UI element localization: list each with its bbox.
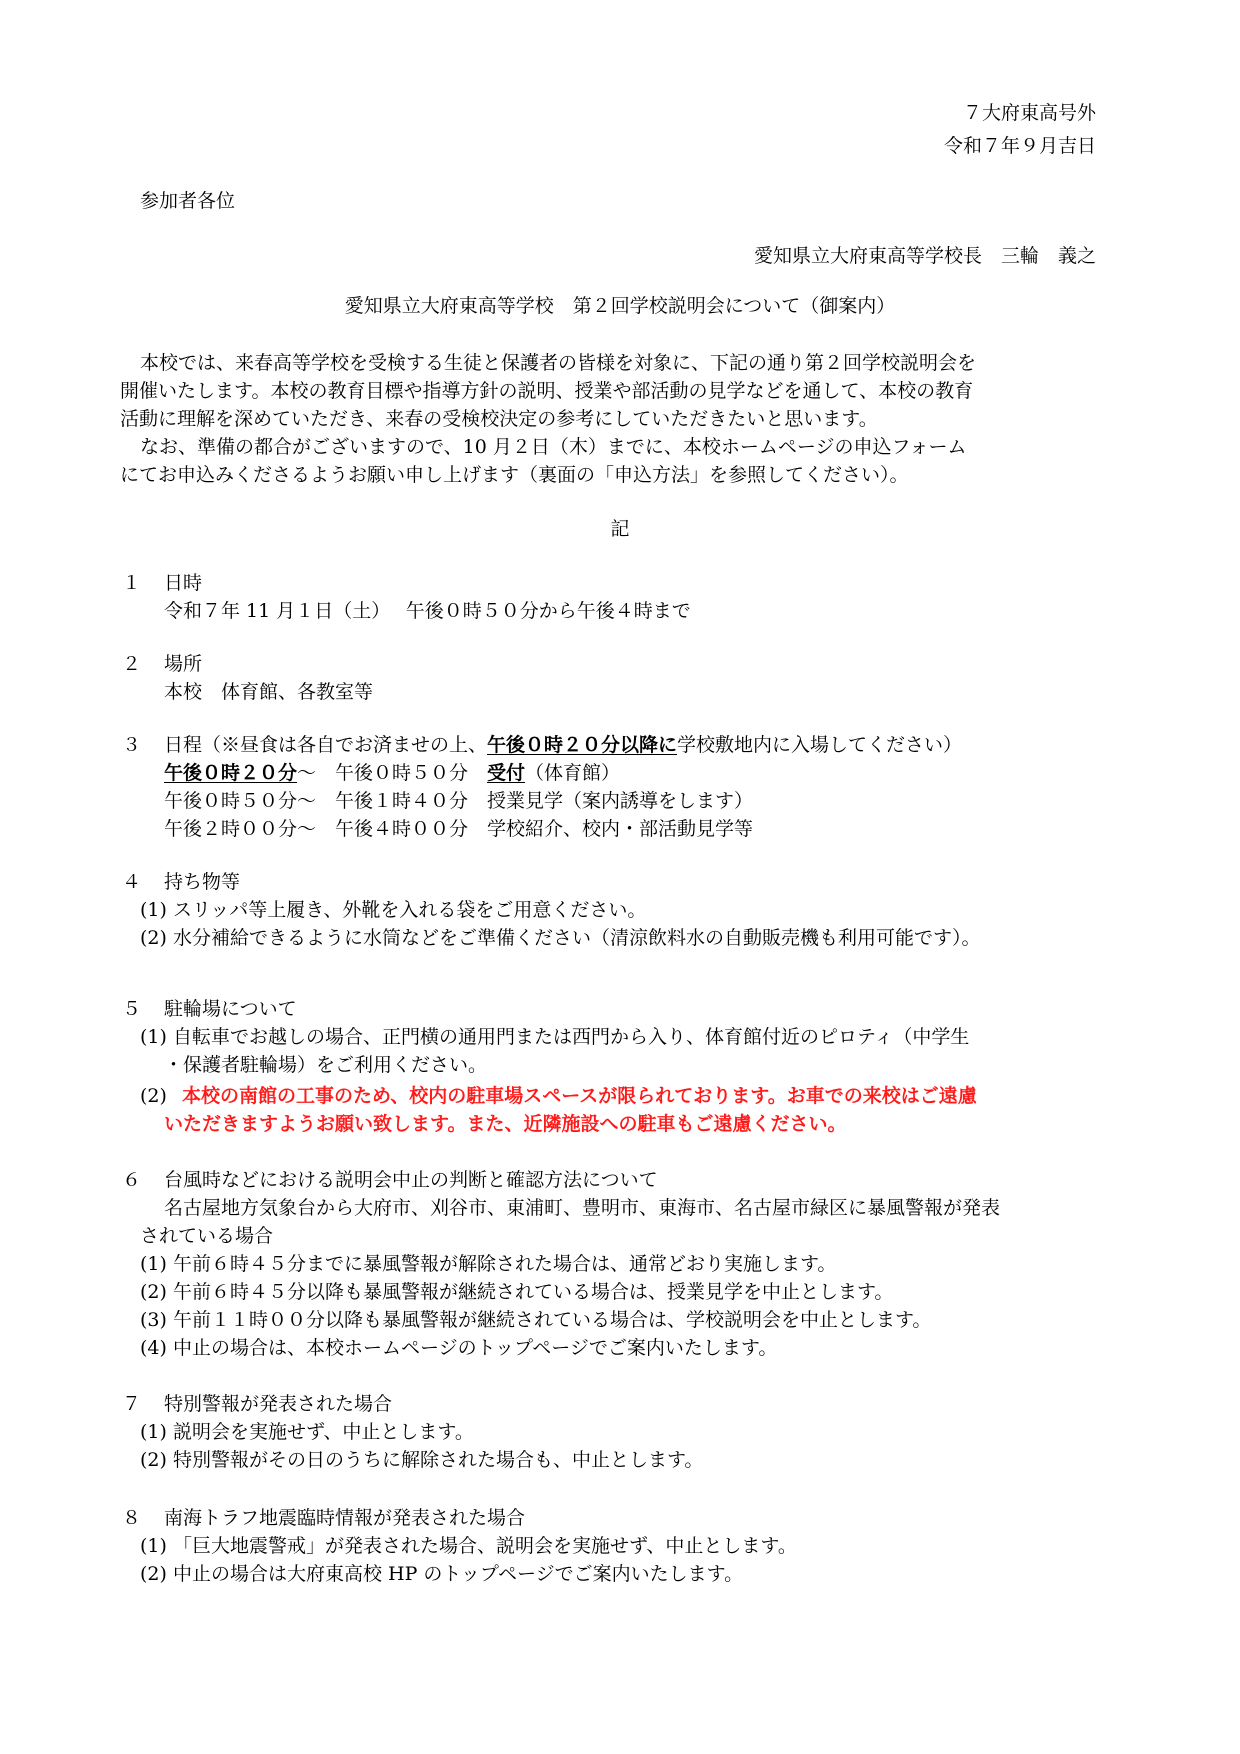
section-7-item-2: (2) 特別警報がその日のうちに解除された場合も、中止とします。 [140,1449,704,1471]
section-5-number: ５ [122,998,142,1020]
parking-notice-line2: いただきますようお願い致します。また、近隣施設への駐車もご遠慮ください。 [164,1113,847,1135]
schedule-row-class-tour: 午後０時５０分～ 午後１時４０分 授業見学（案内誘導をします） [164,790,754,812]
section-4-item-1: (1) スリッパ等上履き、外靴を入れる袋をご用意ください。 [140,899,647,921]
schedule-row-intro: 午後２時００分～ 午後４時００分 学校紹介、校内・部活動見学等 [164,818,754,840]
section-6-heading: 台風時などにおける説明会中止の判断と確認方法について [164,1169,658,1191]
section-3-heading-post: 学校敷地内に入場してください） [677,734,963,756]
schedule-row1-location: （体育館） [525,762,621,784]
document-title: 愛知県立大府東高等学校 第２回学校説明会について（御案内） [344,295,896,317]
intro-p2-line1: なお、準備の都合がございますので、10 月２日（木）までに、本校ホームページの申込フォーム [140,436,967,458]
section-4-item-2: (2) 水分補給できるように水筒などをご準備ください（清涼飲料水の自動販売機も利用可能です）。 [140,927,981,949]
section-1-number: １ [122,572,142,594]
section-5-item-1-line2: ・保護者駐輪場）をご利用ください。 [164,1054,488,1076]
section-3-heading-emphasis: 午後０時２０分以降に [487,734,678,756]
section-8-item-2: (2) 中止の場合は大府東高校 HP のトップページでご案内いたします。 [140,1563,744,1585]
section-2-number: ２ [122,653,142,675]
section-5-item-2-marker: (2) [140,1085,167,1107]
schedule-row1-mid: ～ 午後０時５０分 [297,762,488,784]
intro-p1-line3: 活動に理解を深めていただき、来春の受検校決定の参考にしていただきたいと思います。 [120,408,878,430]
section-3-number: ３ [122,734,142,756]
section-1-heading: 日時 [164,572,203,594]
doc-date: 令和７年９月吉日 [943,135,1096,157]
section-5-heading: 駐輪場について [164,998,297,1020]
section-6-number: ６ [122,1169,142,1191]
addressee: 参加者各位 [140,190,236,212]
intro-p1-line2: 開催いたします。本校の教育目標や指導方針の説明、授業や部活動の見学などを通して、本校の教育 [120,380,974,402]
sender: 愛知県立大府東高等学校長 三輪 義之 [753,245,1096,267]
section-4-heading: 持ち物等 [164,871,241,893]
section-2-heading: 場所 [164,653,203,675]
section-5-item-1-line1: (1) 自転車でお越しの場合、正門横の通用門または西門から入り、体育館付近のピロティ（中学生 [140,1026,970,1048]
schedule-row1-start: 午後０時２０分 [164,762,298,784]
schedule-row1-event: 受付 [487,762,526,784]
ki-heading: 記 [610,518,630,540]
schedule-row-reception [164,760,620,787]
section-4-number: ４ [122,871,142,893]
section-2-body: 本校 体育館、各教室等 [164,681,374,703]
section-7-item-1: (1) 説明会を実施せず、中止とします。 [140,1421,474,1443]
intro-p2-line2: にてお申込みくださるようお願い申し上げます（裏面の「申込方法」を参照してください）。 [120,464,909,486]
section-8-number: ８ [122,1507,142,1529]
section-7-number: ７ [122,1393,142,1415]
section-7-heading: 特別警報が発表された場合 [164,1393,393,1415]
section-6-intro-line2: されている場合 [140,1225,274,1247]
section-3-heading [164,732,962,759]
section-6-item-3: (3) 午前１１時００分以降も暴風警報が継続されている場合は、学校説明会を中止とします。 [140,1309,932,1331]
section-8-item-1: (1) 「巨大地震警戒」が発表された場合、説明会を実施せず、中止とします。 [140,1535,797,1557]
section-1-body: 令和７年 11 月１日（土） 午後０時５０分から午後４時まで [164,600,691,622]
section-8-heading: 南海トラフ地震臨時情報が発表された場合 [164,1507,526,1529]
doc-number: ７大府東高号外 [962,102,1096,124]
section-6-intro-line1: 名古屋地方気象台から大府市、刈谷市、東浦町、豊明市、東海市、名古屋市緑区に暴風警報が発表 [164,1197,1001,1219]
parking-notice-line1: 本校の南館の工事のため、校内の駐車場スペースが限られております。お車での来校はご遠慮 [182,1085,977,1107]
intro-p1-line1: 本校では、来春高等学校を受検する生徒と保護者の皆様を対象に、下記の通り第２回学校説明会を [140,352,977,374]
section-6-item-1: (1) 午前６時４５分までに暴風警報が解除された場合は、通常どおり実施します。 [140,1253,837,1275]
section-6-item-4: (4) 中止の場合は、本校ホームページのトップページでご案内いたします。 [140,1337,778,1359]
section-6-item-2: (2) 午前６時４５分以降も暴風警報が継続されている場合は、授業見学を中止とします。 [140,1281,894,1303]
section-3-heading-pre: 日程（※昼食は各自でお済ませの上、 [164,734,488,756]
